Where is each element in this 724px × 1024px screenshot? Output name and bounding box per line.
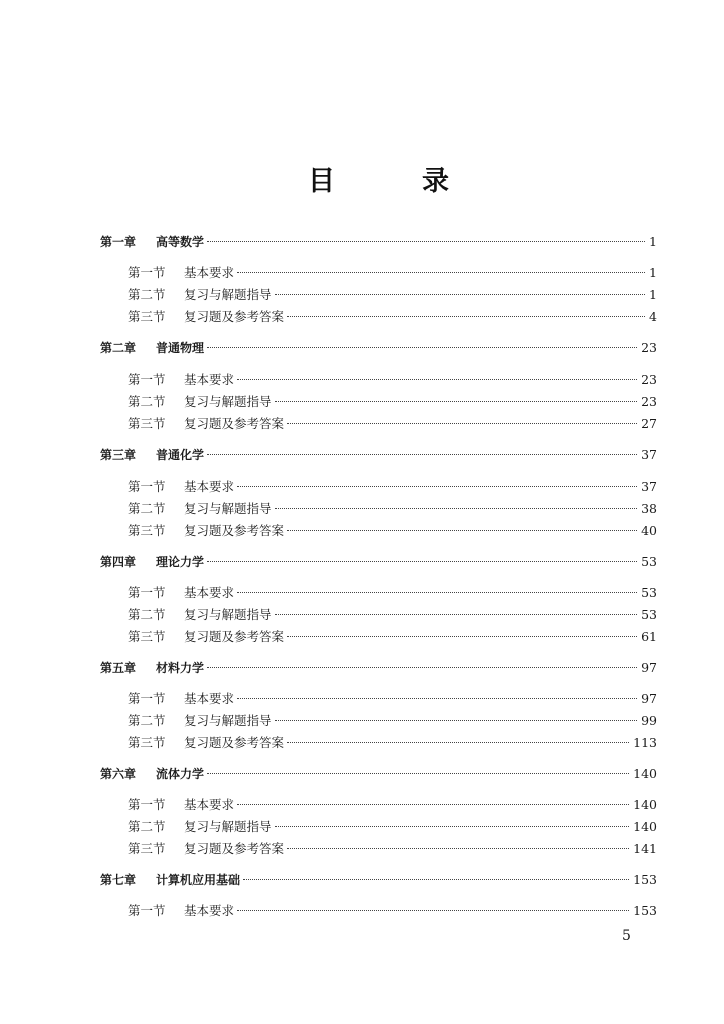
section-title: 复习题及参考答案 (184, 416, 285, 431)
dot-leader (287, 316, 645, 317)
dot-leader (207, 454, 637, 455)
chapter-number: 第一章 (100, 235, 137, 249)
section-title: 基本要求 (184, 585, 235, 600)
toc-section-row (128, 605, 657, 625)
dot-leader (275, 508, 638, 509)
toc-page-number: 53 (641, 585, 657, 600)
toc-section-row (128, 711, 657, 731)
toc-section-row (128, 370, 657, 390)
toc-page-number: 97 (641, 691, 657, 706)
section-title: 基本要求 (184, 797, 235, 812)
toc-section-row (128, 285, 657, 305)
chapter-number: 第七章 (100, 873, 137, 887)
section-number: 第二节 (128, 394, 166, 409)
toc-section-row (128, 901, 657, 921)
toc-page-number: 1 (649, 287, 657, 302)
section-title: 复习题及参考答案 (184, 629, 285, 644)
toc-page-number: 1 (649, 265, 657, 280)
section-title: 复习题及参考答案 (184, 309, 285, 324)
toc-page-number: 113 (633, 735, 657, 750)
section-title: 基本要求 (184, 265, 235, 280)
dot-leader (237, 592, 637, 593)
page-title-char-1: 目 (308, 166, 335, 197)
toc-section-row (128, 583, 657, 603)
chapter-title: 材料力学 (156, 661, 205, 675)
toc-chapter-row (100, 870, 657, 890)
chapter-number: 第五章 (100, 661, 137, 675)
chapter-title: 普通物理 (156, 341, 205, 355)
page-title-char-2: 录 (422, 166, 449, 197)
toc-page-number: 97 (641, 660, 657, 675)
toc-section-row (128, 689, 657, 709)
chapter-number: 第二章 (100, 341, 137, 355)
toc-page-number: 61 (641, 629, 657, 644)
toc-section-row (128, 795, 657, 815)
dot-leader (237, 804, 629, 805)
section-title: 复习与解题指导 (184, 501, 272, 516)
section-number: 第二节 (128, 501, 166, 516)
dot-leader (207, 667, 637, 668)
toc-page-number: 1 (649, 234, 657, 249)
dot-leader (207, 241, 645, 242)
dot-leader (287, 530, 637, 531)
section-title: 复习与解题指导 (184, 713, 272, 728)
toc-page-number: 27 (641, 416, 657, 431)
dot-leader (237, 272, 645, 273)
page-title (0, 164, 724, 204)
toc-section-row (128, 392, 657, 412)
toc-page-number: 53 (641, 607, 657, 622)
toc-chapter-row (100, 338, 657, 358)
section-title: 基本要求 (184, 691, 235, 706)
section-number: 第一节 (128, 797, 166, 812)
section-number: 第三节 (128, 629, 166, 644)
section-title: 复习与解题指导 (184, 287, 272, 302)
section-title: 基本要求 (184, 372, 235, 387)
chapter-title: 计算机应用基础 (156, 873, 241, 887)
toc-page-number: 99 (641, 713, 657, 728)
toc-chapter-row (100, 764, 657, 784)
dot-leader (237, 910, 629, 911)
toc-chapter-row (100, 552, 657, 572)
section-number: 第三节 (128, 841, 166, 856)
section-title: 复习与解题指导 (184, 819, 272, 834)
toc-page-number: 23 (641, 340, 657, 355)
toc-section-row (128, 499, 657, 519)
dot-leader (237, 379, 637, 380)
section-title: 复习题及参考答案 (184, 841, 285, 856)
section-number: 第二节 (128, 713, 166, 728)
section-number: 第二节 (128, 607, 166, 622)
toc-page-number: 4 (649, 309, 657, 324)
toc-section-row (128, 839, 657, 859)
dot-leader (275, 401, 638, 402)
toc-page-number: 37 (641, 447, 657, 462)
section-number: 第三节 (128, 309, 166, 324)
dot-leader (275, 614, 638, 615)
toc-chapter-row (100, 232, 657, 252)
toc-page-number: 37 (641, 479, 657, 494)
section-number: 第三节 (128, 416, 166, 431)
toc-section-row (128, 263, 657, 283)
chapter-title: 流体力学 (156, 767, 205, 781)
toc-page-number: 23 (641, 394, 657, 409)
toc-page-number: 153 (633, 872, 657, 887)
chapter-number: 第四章 (100, 555, 137, 569)
chapter-number: 第六章 (100, 767, 137, 781)
chapter-title: 普通化学 (156, 448, 205, 462)
toc-section-row (128, 307, 657, 327)
page-number: 5 (622, 928, 631, 944)
dot-leader (287, 423, 637, 424)
section-title: 基本要求 (184, 903, 235, 918)
dot-leader (287, 636, 637, 637)
toc-page-number: 53 (641, 554, 657, 569)
toc-chapter-row (100, 445, 657, 465)
toc-section-row (128, 521, 657, 541)
chapter-title: 理论力学 (156, 555, 205, 569)
toc-page-number: 140 (633, 819, 657, 834)
toc-page-number: 40 (641, 523, 657, 538)
section-number: 第二节 (128, 819, 166, 834)
dot-leader (207, 561, 637, 562)
dot-leader (207, 773, 629, 774)
section-number: 第一节 (128, 479, 166, 494)
dot-leader (275, 826, 630, 827)
toc-section-row (128, 733, 657, 753)
section-number: 第三节 (128, 523, 166, 538)
section-number: 第二节 (128, 287, 166, 302)
dot-leader (275, 294, 646, 295)
dot-leader (207, 347, 637, 348)
dot-leader (275, 720, 638, 721)
section-title: 复习题及参考答案 (184, 735, 285, 750)
toc-page-number: 141 (633, 841, 657, 856)
dot-leader (287, 742, 629, 743)
toc-section-row (128, 477, 657, 497)
toc-section-row (128, 414, 657, 434)
chapter-title: 高等数学 (156, 235, 205, 249)
dot-leader (287, 848, 629, 849)
section-title: 复习与解题指导 (184, 394, 272, 409)
dot-leader (243, 879, 629, 880)
toc-page-number: 140 (633, 797, 657, 812)
toc-page-number: 140 (633, 766, 657, 781)
toc-section-row (128, 817, 657, 837)
section-number: 第一节 (128, 903, 166, 918)
toc-page-number: 38 (641, 501, 657, 516)
section-title: 复习与解题指导 (184, 607, 272, 622)
toc-page-number: 23 (641, 372, 657, 387)
toc-page-number: 153 (633, 903, 657, 918)
toc-chapter-row (100, 658, 657, 678)
section-title: 复习题及参考答案 (184, 523, 285, 538)
dot-leader (237, 486, 637, 487)
section-title: 基本要求 (184, 479, 235, 494)
section-number: 第三节 (128, 735, 166, 750)
section-number: 第一节 (128, 265, 166, 280)
section-number: 第一节 (128, 585, 166, 600)
section-number: 第一节 (128, 372, 166, 387)
section-number: 第一节 (128, 691, 166, 706)
dot-leader (237, 698, 637, 699)
chapter-number: 第三章 (100, 448, 137, 462)
toc-section-row (128, 627, 657, 647)
